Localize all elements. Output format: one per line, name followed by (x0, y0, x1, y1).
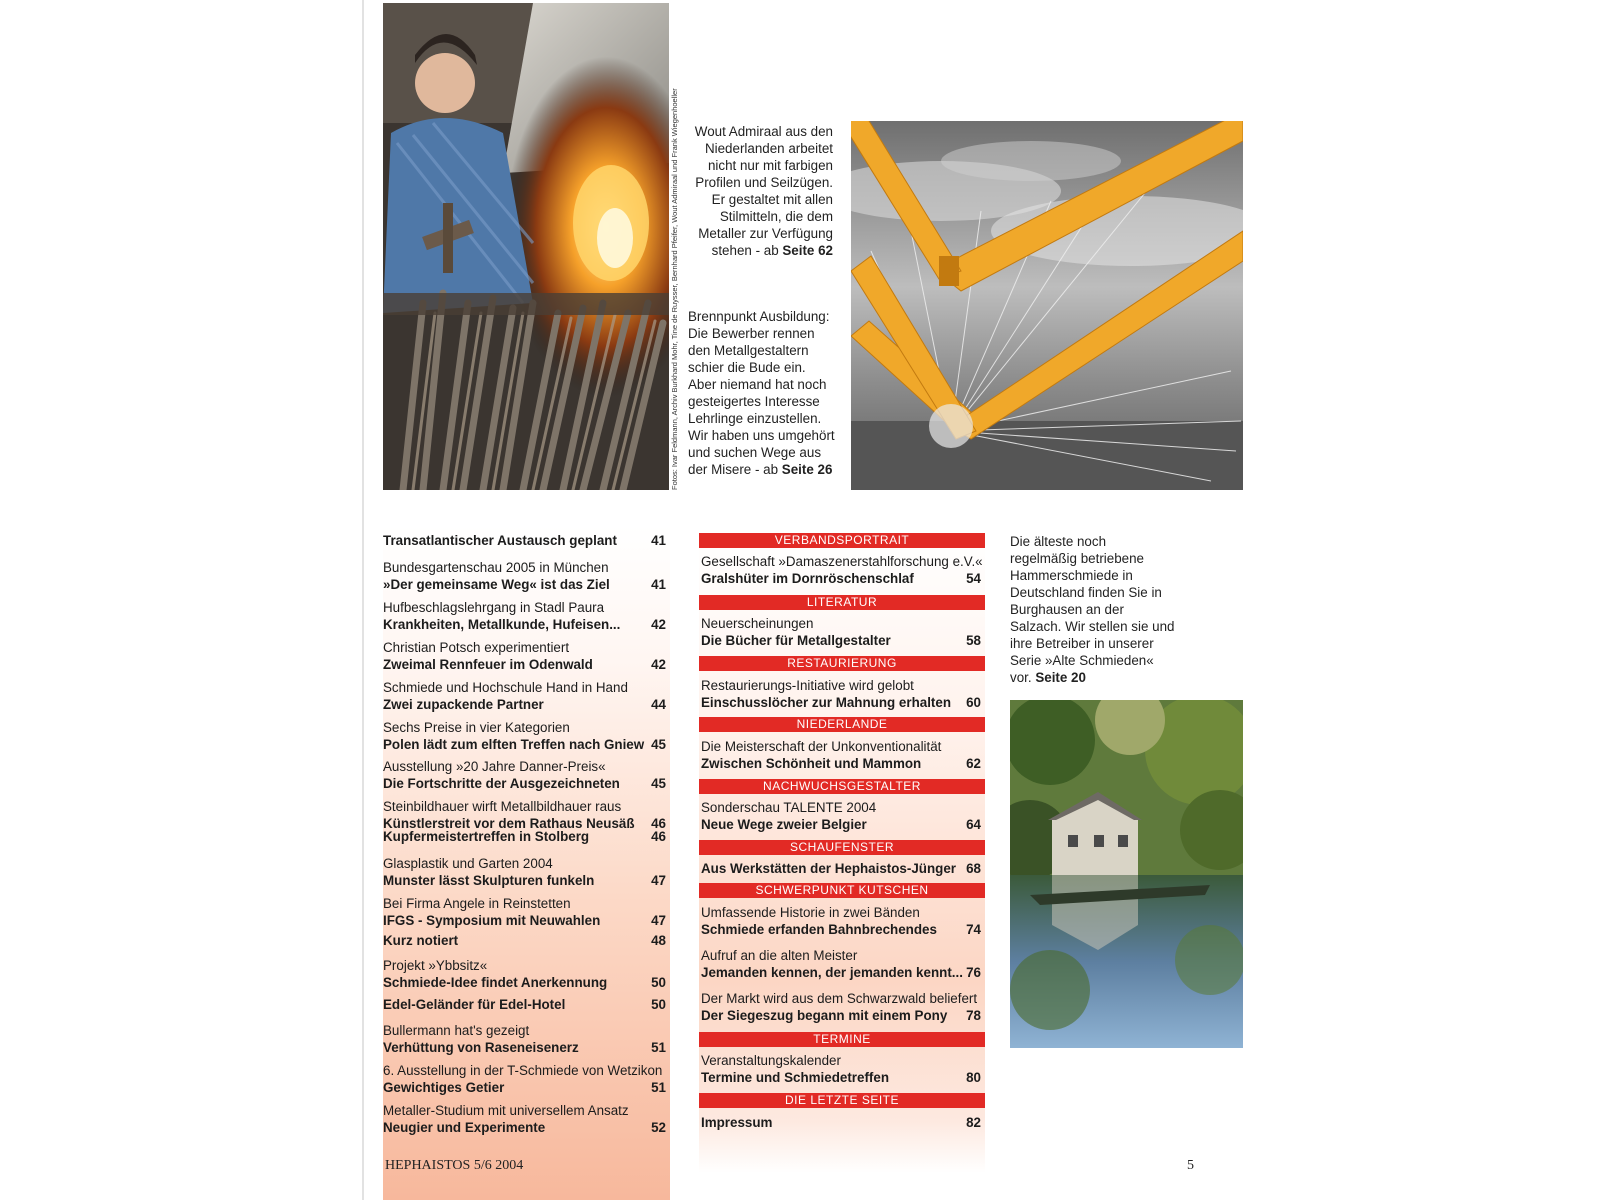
photo-hammerschmiede-burghausen (1010, 700, 1243, 1048)
toc-entry[interactable] (383, 759, 670, 792)
toc-page: 46 (651, 829, 666, 844)
toc-page: 45 (651, 736, 666, 752)
toc-kicker: Glasplastik und Garten 2004 (383, 856, 553, 871)
toc-headline: Kupfermeistertreffen in Stolberg (383, 829, 590, 844)
toc-kicker: 6. Ausstellung in der T-Schmiede von Wetzikon (383, 1063, 663, 1078)
toc-entry[interactable] (383, 720, 670, 753)
toc-headline: Gralshüter im Dornröschenschlaf (701, 570, 914, 586)
magazine-footer: HEPHAISTOS 5/6 2004 (385, 1158, 524, 1173)
toc-headline: Gewichtiges Getier (383, 1079, 505, 1095)
toc-headline: Verhüttung von Raseneisenerz (383, 1039, 579, 1055)
toc-entry[interactable] (383, 933, 670, 950)
toc-page: 42 (651, 656, 666, 672)
toc-page: 48 (651, 933, 666, 948)
toc-entry[interactable] (699, 800, 985, 833)
toc-kicker: Bullermann hat's gezeigt (383, 1023, 530, 1038)
section-header-die-letzte-seite: DIE LETZTE SEITE (699, 1093, 985, 1108)
caption-admiraal-text: Wout Admiraal aus den Niederlanden arbeitet nicht nur mit farbigen Profilen und Seilzügen. Er gestaltet mit allen Stilmitteln, die dem Metaller zur Verfügung stehen - ab (694, 124, 833, 258)
toc-headline: Krankheiten, Metallkunde, Hufeisen... (383, 616, 621, 632)
toc-kicker: Steinbildhauer wirft Metallbildhauer raus (383, 799, 622, 814)
toc-entry[interactable] (699, 905, 985, 938)
toc-entry[interactable] (699, 1115, 985, 1132)
toc-page: 54 (966, 570, 981, 586)
section-header-niederlande: NIEDERLANDE (699, 717, 985, 732)
toc-headline: Aus Werkstätten der Hephaistos-Jünger (701, 861, 956, 876)
toc-entry[interactable] (383, 958, 670, 991)
toc-entry[interactable] (699, 739, 985, 772)
toc-kicker: Hufbeschlagslehrgang in Stadl Paura (383, 600, 605, 615)
section-header-literatur: LITERATUR (699, 595, 985, 610)
toc-headline: Die Fortschritte der Ausgezeichneten (383, 775, 620, 791)
toc-entry[interactable] (383, 799, 670, 832)
section-header-verbandsportrait: VERBANDSPORTRAIT (699, 533, 985, 548)
toc-entry[interactable] (699, 554, 985, 587)
toc-kicker: Metaller-Studium mit universellem Ansatz (383, 1103, 629, 1118)
toc-kicker: Sechs Preise in vier Kategorien (383, 720, 570, 735)
caption-hammerschmiede-text: Die älteste noch regelmäßig betriebene Hammerschmiede in Deutschland finden Sie in Burghausen an der Salzach. Wir stellen sie und ihre Betreiber in unserer Serie »Alte Schmieden« vor. (1010, 534, 1175, 685)
toc-headline: Impressum (701, 1115, 773, 1130)
toc-page: 78 (966, 1007, 981, 1023)
toc-page: 50 (651, 997, 666, 1012)
toc-page: 42 (651, 616, 666, 632)
toc-headline: Die Bücher für Metallgestalter (701, 632, 891, 648)
caption-ausbildung-text: Brennpunkt Ausbildung: Die Bewerber rennen den Metallgestaltern schier die Bude ein. Aber niemand hat noch gesteigertes Interesse Lehrlinge einzustellen. Wir haben uns umgehört und suchen Wege aus der Misere - ab (688, 309, 835, 477)
toc-entry[interactable] (383, 1023, 670, 1056)
toc-entry[interactable] (699, 616, 985, 649)
toc-entry[interactable] (699, 861, 985, 878)
section-header-schwerpunkt-kutschen: SCHWERPUNKT KUTSCHEN (699, 883, 985, 898)
toc-headline: Termine und Schmiedetreffen (701, 1069, 889, 1085)
toc-entry[interactable] (383, 533, 670, 550)
toc-headline: Zwischen Schönheit und Mammon (701, 755, 922, 771)
toc-kicker: Bei Firma Angele in Reinstetten (383, 896, 571, 911)
toc-page: 51 (651, 1079, 666, 1095)
toc-headline: Edel-Geländer für Edel-Hotel (383, 997, 566, 1012)
section-header-termine: TERMINE (699, 1032, 985, 1047)
toc-page: 58 (966, 632, 981, 648)
toc-headline: Neugier und Experimente (383, 1119, 546, 1135)
toc-page: 41 (651, 576, 666, 592)
toc-entry[interactable] (383, 1103, 670, 1136)
toc-kicker: Umfassende Historie in zwei Bänden (701, 905, 920, 920)
section-header-nachwuchsgestalter: NACHWUCHSGESTALTER (699, 779, 985, 794)
toc-page: 64 (966, 816, 981, 832)
caption-ausbildung (688, 308, 836, 478)
toc-page: 41 (651, 533, 666, 548)
toc-page: 52 (651, 1119, 666, 1135)
toc-page: 51 (651, 1039, 666, 1055)
toc-kicker: Veranstaltungskalender (701, 1053, 841, 1068)
toc-kicker: Ausstellung »20 Jahre Danner-Preis« (383, 759, 606, 774)
toc-page: 47 (651, 872, 666, 888)
toc-page: 76 (966, 964, 981, 980)
toc-page: 47 (651, 912, 666, 928)
photo-credit: Fotos: Ivar Feldmann, Archiv Burkhard Mohr, Tine de Ruysser, Bernhard Pfeifer, Wout Admiraal und Frank Wiegenhoeller (670, 88, 679, 490)
toc-left-column (383, 525, 670, 1200)
toc-headline: Munster lässt Skulpturen funkeln (383, 872, 595, 888)
toc-kicker: Christian Potsch experimentiert (383, 640, 570, 655)
toc-headline: Transatlantischer Austausch geplant (383, 533, 617, 548)
toc-headline: Zwei zupackende Partner (383, 696, 544, 712)
toc-page: 68 (966, 861, 981, 876)
toc-kicker: Projekt »Ybbsitz« (383, 958, 488, 973)
toc-page: 44 (651, 696, 666, 712)
toc-page: 74 (966, 921, 981, 937)
toc-headline: IFGS - Symposium mit Neuwahlen (383, 912, 601, 928)
toc-headline: Jemanden kennen, der jemanden kennt... (701, 964, 963, 980)
toc-headline: Zweimal Rennfeuer im Odenwald (383, 656, 593, 672)
toc-entry[interactable] (383, 640, 670, 673)
toc-headline: Künstlerstreit vor dem Rathaus Neusäß (383, 815, 635, 831)
toc-page: 45 (651, 775, 666, 791)
toc-entry[interactable] (383, 829, 670, 846)
toc-entry[interactable] (699, 678, 985, 711)
toc-headline: Einschusslöcher zur Mahnung erhalten (701, 694, 952, 710)
photo-yellow-sculpture (851, 121, 1243, 490)
page-number: 5 (1187, 1158, 1194, 1173)
toc-entry[interactable] (383, 1063, 670, 1096)
toc-headline: Polen lädt zum elften Treffen nach Gniew (383, 736, 645, 752)
toc-headline: Der Siegeszug begann mit einem Pony (701, 1007, 948, 1023)
toc-entry[interactable] (383, 896, 670, 929)
toc-kicker: Die Meisterschaft der Unkonventionalität (701, 739, 942, 754)
toc-entry[interactable] (383, 600, 670, 633)
toc-page: 80 (966, 1069, 981, 1085)
toc-headline: Kurz notiert (383, 933, 459, 948)
toc-page: 60 (966, 694, 981, 710)
toc-page: 50 (651, 974, 666, 990)
toc-page: 62 (966, 755, 981, 771)
photo-blacksmith-forge (383, 3, 669, 490)
toc-kicker: Der Markt wird aus dem Schwarzwald beliefert (701, 991, 978, 1006)
section-header-schaufenster: SCHAUFENSTER (699, 840, 985, 855)
toc-kicker: Neuerscheinungen (701, 616, 814, 631)
caption-hammerschmiede (1010, 533, 1175, 686)
caption-admiraal-ref: Seite 62 (782, 243, 833, 258)
toc-headline: Schmiede-Idee findet Anerkennung (383, 974, 608, 990)
caption-hammerschmiede-ref: Seite 20 (1035, 670, 1086, 685)
caption-ausbildung-ref: Seite 26 (781, 462, 833, 477)
toc-headline: Schmiede erfanden Bahnbrechendes (701, 921, 937, 937)
toc-entry[interactable] (699, 1053, 985, 1086)
page-edge (362, 0, 364, 1200)
toc-kicker: Gesellschaft »Damaszenerstahlforschung e.V.« (701, 554, 983, 569)
toc-page: 82 (966, 1115, 981, 1130)
toc-page: 46 (651, 815, 666, 831)
toc-entry[interactable] (383, 856, 670, 889)
toc-entry[interactable] (383, 560, 670, 593)
toc-entry[interactable] (699, 948, 985, 981)
toc-kicker: Bundesgartenschau 2005 in München (383, 560, 609, 575)
toc-kicker: Restaurierungs-Initiative wird gelobt (701, 678, 914, 693)
section-header-restaurierung: RESTAURIERUNG (699, 656, 985, 671)
toc-entry[interactable] (699, 991, 985, 1024)
caption-admiraal (690, 123, 833, 259)
toc-kicker: Schmiede und Hochschule Hand in Hand (383, 680, 628, 695)
toc-entry[interactable] (383, 997, 670, 1014)
toc-middle-column (699, 533, 985, 1173)
toc-headline: »Der gemeinsame Weg« ist das Ziel (383, 576, 610, 592)
toc-kicker: Aufruf an die alten Meister (701, 948, 858, 963)
toc-headline: Neue Wege zweier Belgier (701, 816, 867, 832)
toc-kicker: Sonderschau TALENTE 2004 (701, 800, 877, 815)
toc-entry[interactable] (383, 680, 670, 713)
